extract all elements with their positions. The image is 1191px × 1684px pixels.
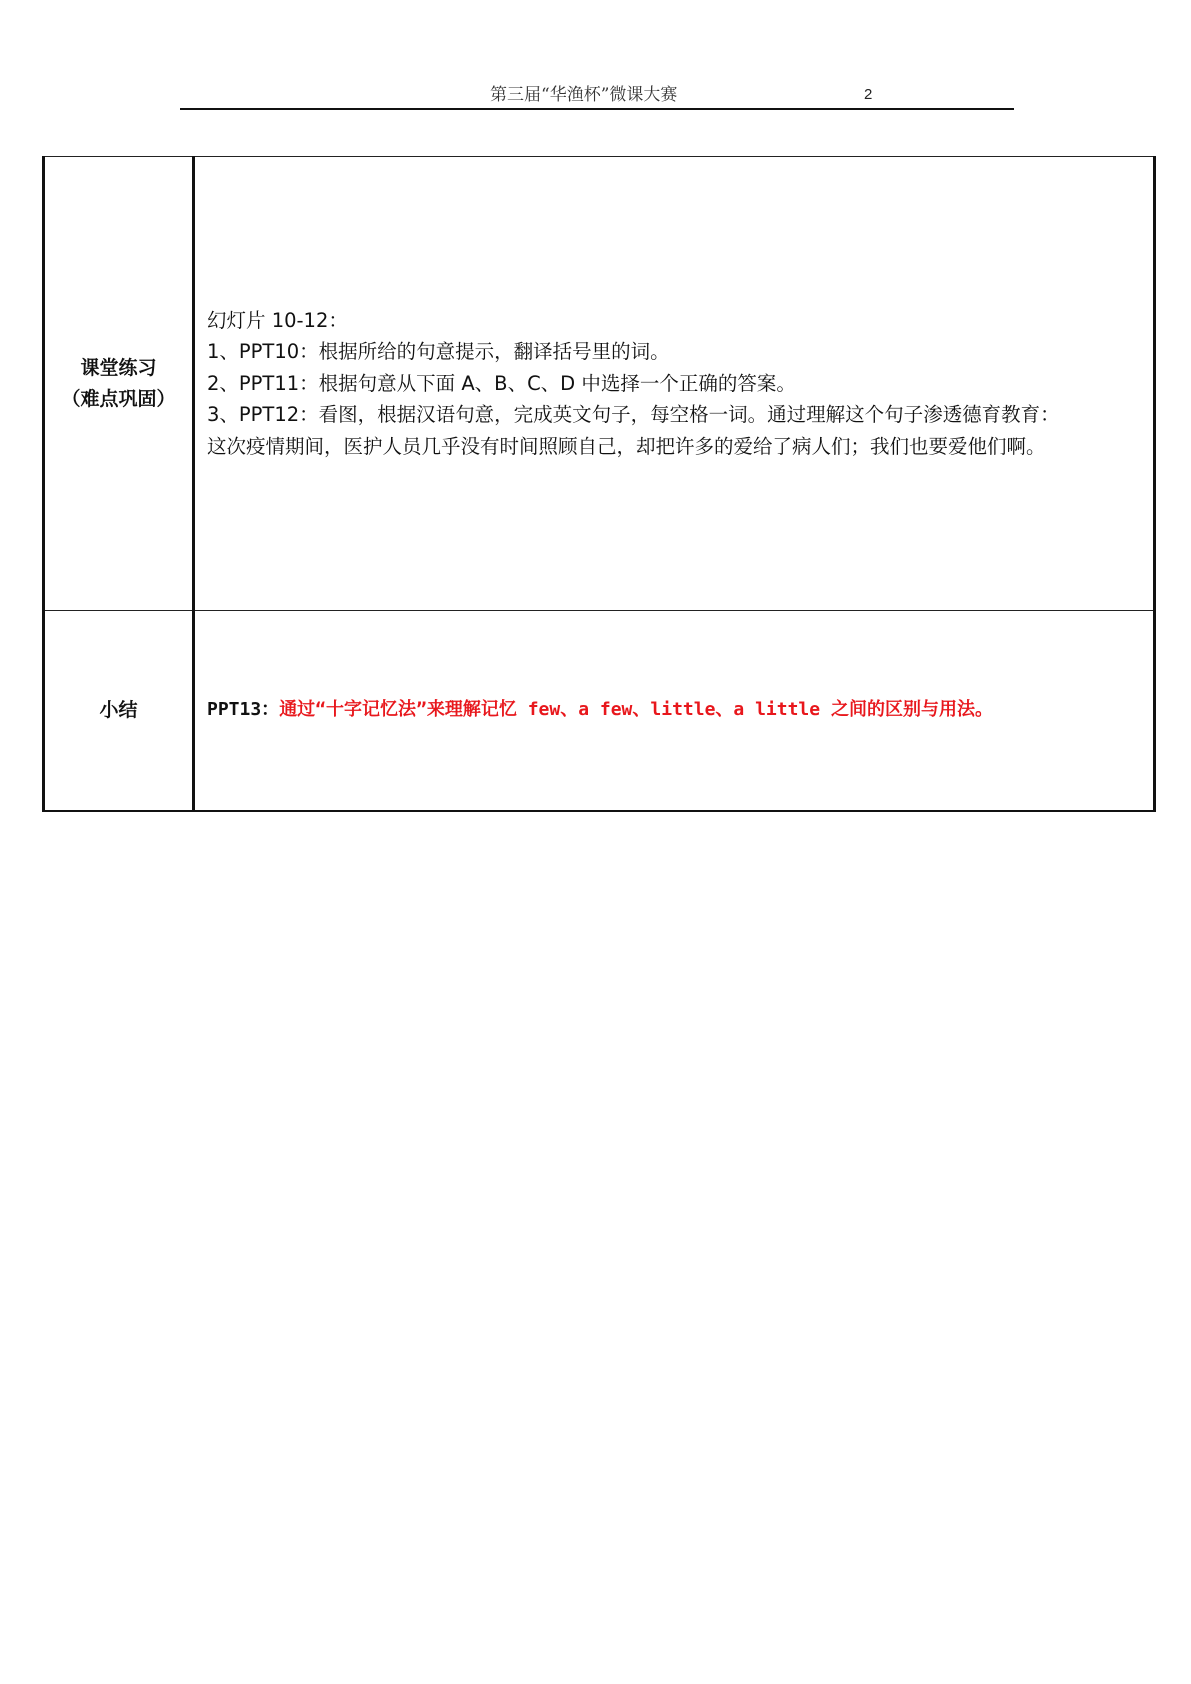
page-header: [180, 84, 1014, 110]
practice-line-ppt10: 1、PPT10：根据所给的句意提示，翻译括号里的词。: [207, 340, 670, 364]
practice-label-subtitle: （难点巩固）: [61, 387, 176, 410]
summary-slide-ref: PPT13：: [207, 699, 280, 721]
practice-content: [195, 305, 1153, 463]
summary-label: 小结: [99, 698, 138, 721]
summary-content-cell: [194, 611, 1155, 811]
header-rule: [180, 108, 1014, 110]
summary-text: 通过“十字记忆法”来理解记忆 few、a few、little、a little 之间的区别与用法。: [279, 699, 993, 721]
practice-line-moral-education: 这次疫情期间，医护人员几乎没有时间照顾自己，却把许多的爱给了病人们；我们也要爱他们啊。: [207, 434, 1046, 458]
summary-content: [195, 696, 1153, 724]
summary-row: [44, 611, 1155, 811]
practice-content-cell: [194, 157, 1155, 611]
summary-label-cell: [44, 611, 194, 811]
practice-line-ppt12: 3、PPT12：看图，根据汉语句意，完成英文句子，每空格一词。通过理解这个句子渗透德育教育：: [207, 403, 1060, 427]
practice-label-title: 课堂练习: [80, 356, 157, 379]
practice-label: [45, 353, 192, 415]
practice-line-ppt11: 2、PPT11：根据句意从下面 A、B、C、D 中选择一个正确的答案。: [207, 371, 796, 395]
page-number: 2: [864, 86, 873, 103]
lesson-plan-table: [42, 156, 1156, 812]
practice-row: [44, 157, 1155, 611]
practice-line-slides: 幻灯片 10-12：: [207, 308, 348, 332]
practice-label-cell: [44, 157, 194, 611]
contest-title: 第三届“华渔杯”微课大赛: [490, 85, 678, 105]
